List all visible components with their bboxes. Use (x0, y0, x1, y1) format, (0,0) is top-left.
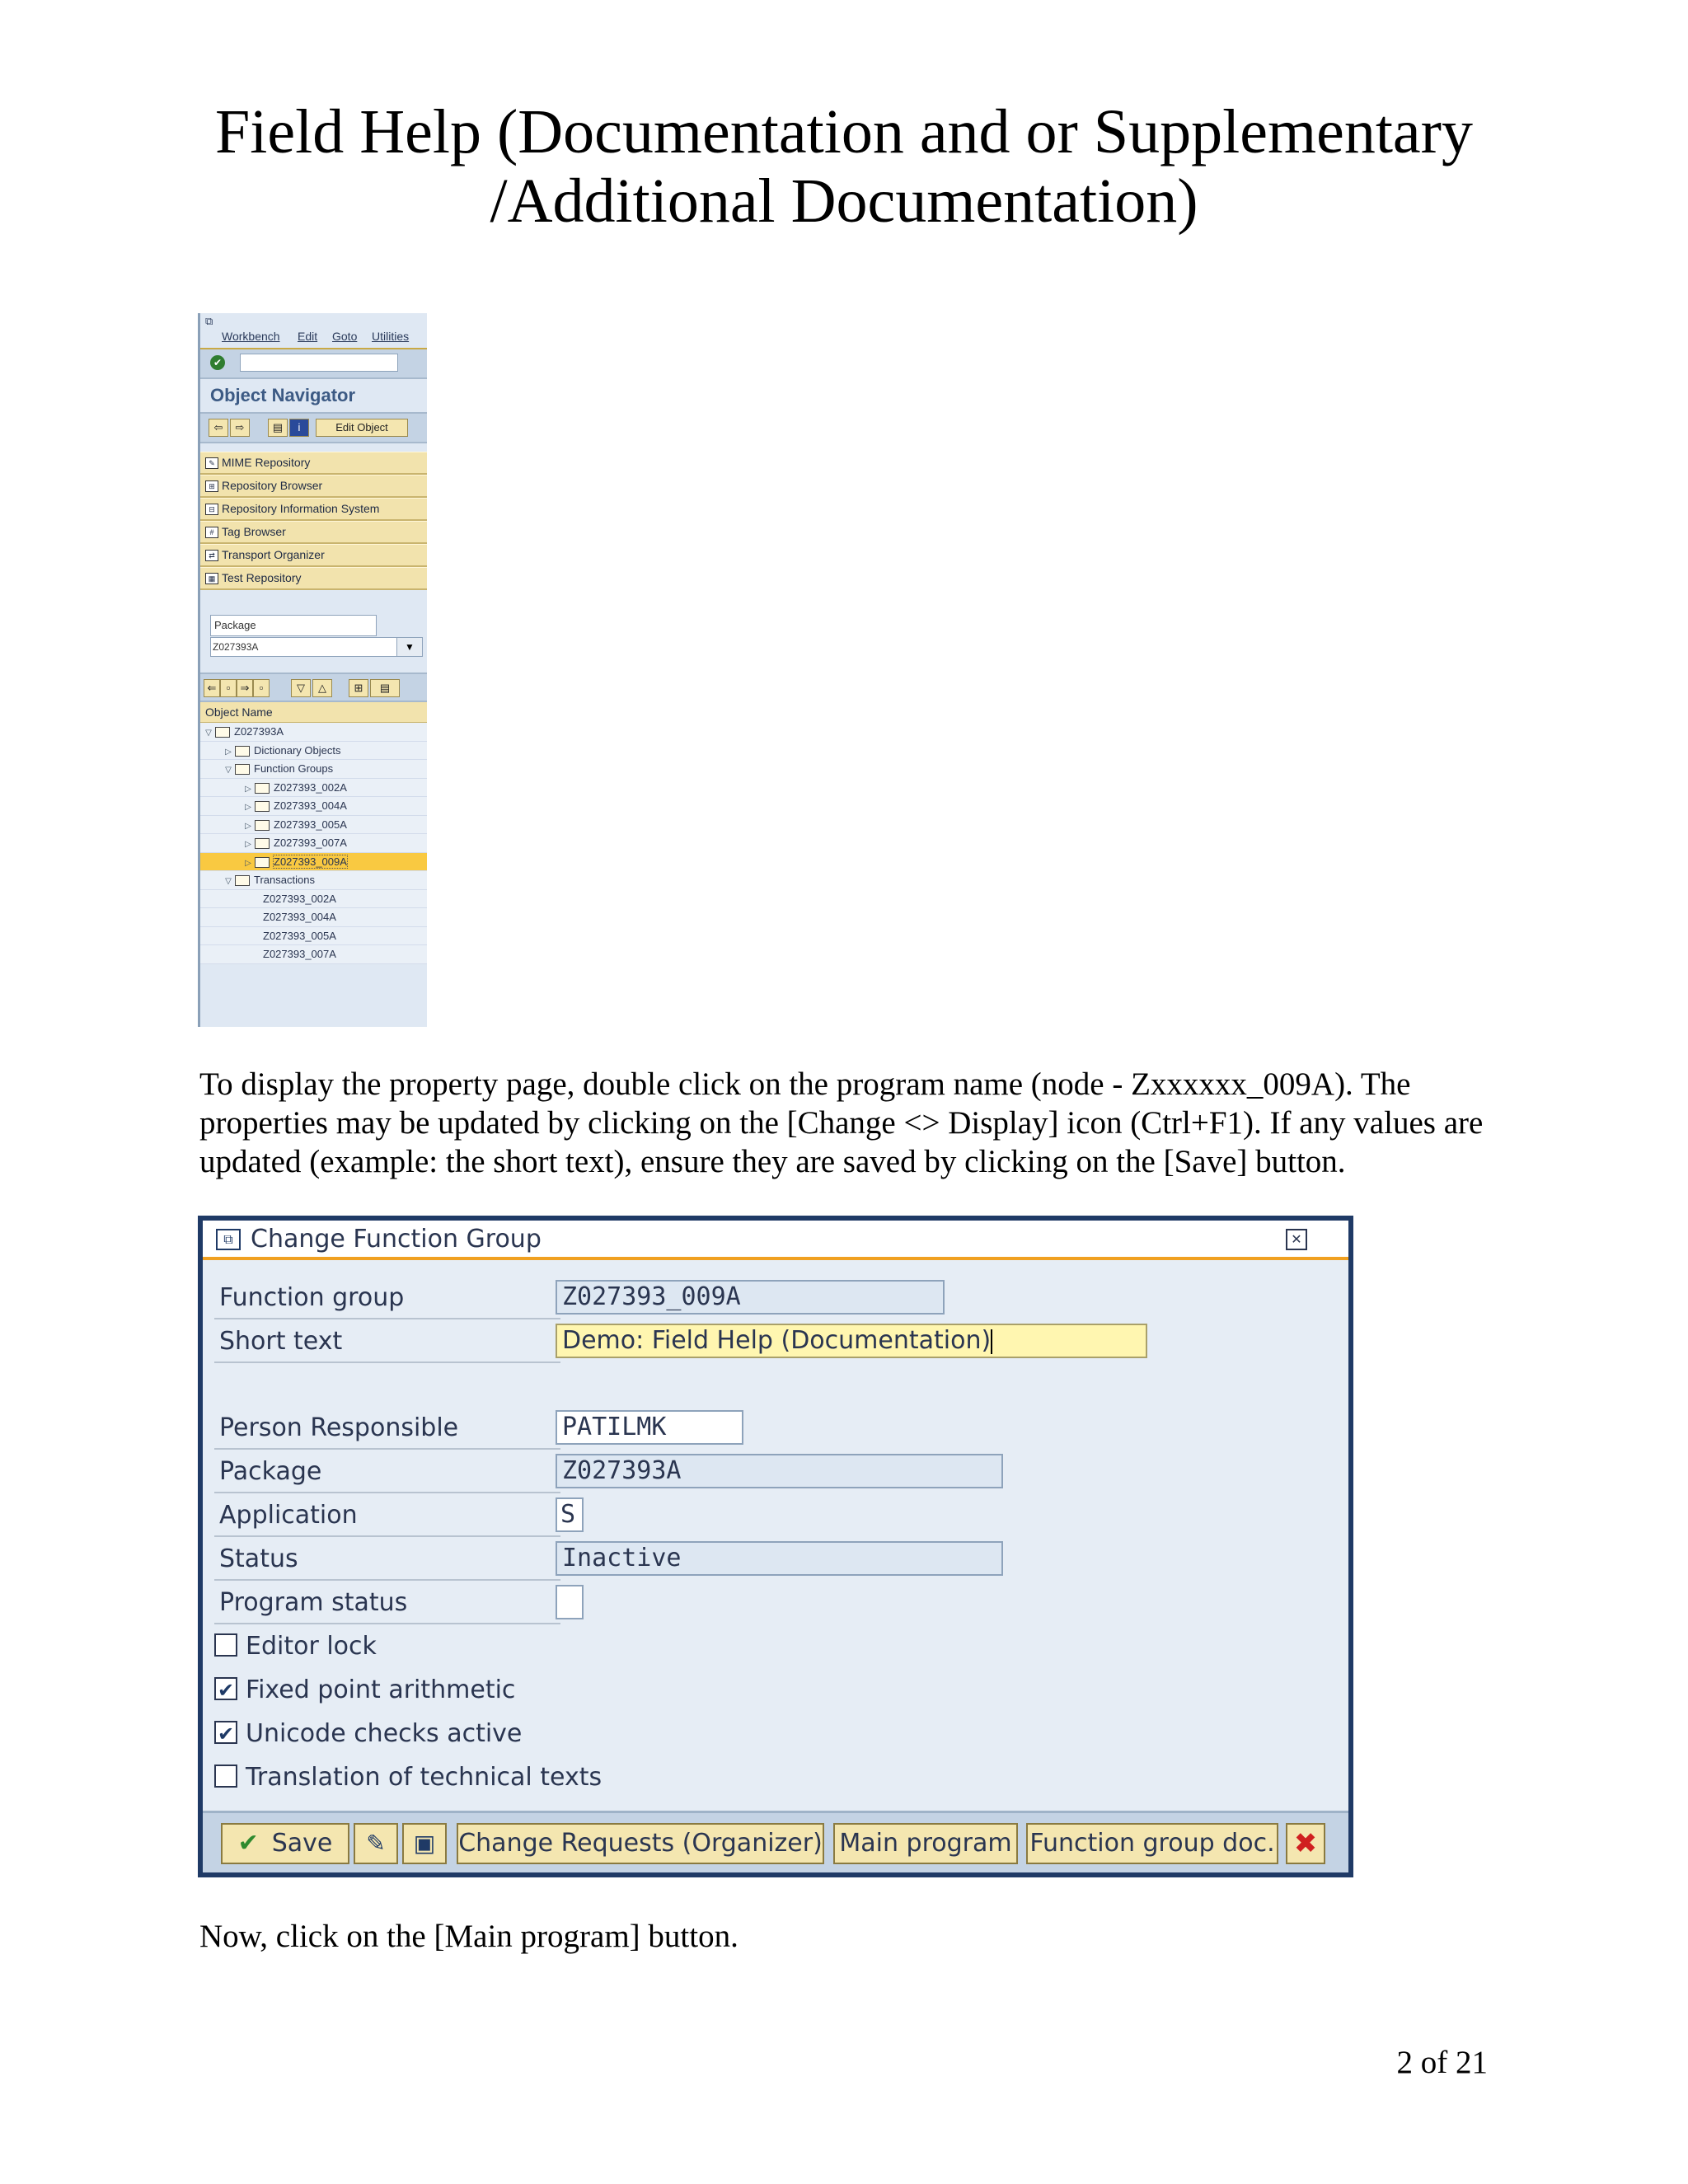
tree-node-label: Transactions (254, 874, 315, 886)
text-cursor (991, 1329, 992, 1354)
object-name-header: Object Name (200, 702, 427, 723)
test-icon: ▦ (205, 573, 218, 584)
nav-item-label: MIME Repository (222, 456, 311, 469)
instruction-paragraph-1: To display the property page, double click on the program name (node - Zxxxxxx_009A). The properties may be updated by clicking on the [Change <> Display] icon (Ctrl+F1). If any values are updated (example: the short text), ensure they are saved by clicking on the [Save] button. (199, 1066, 1484, 1179)
page-title-line-1: Field Help (Documentation and or Supplementary (215, 97, 1473, 166)
nav-item-label: Tag Browser (222, 525, 286, 538)
browser-icon: ⊞ (205, 480, 218, 492)
program-status-label: Program status (214, 1582, 560, 1624)
window-icon: ⧉ (216, 1229, 241, 1250)
tree-node-function-group[interactable] (200, 797, 427, 816)
tree-node-transaction[interactable] (200, 945, 427, 964)
dialog-title: Change Function Group (251, 1225, 542, 1254)
folder-icon (255, 857, 270, 868)
tree-node-package[interactable] (200, 723, 427, 742)
tree-node-label: Dictionary Objects (254, 743, 341, 757)
page-title (0, 97, 1688, 236)
tag-icon: # (205, 527, 218, 538)
expand-icon[interactable]: ▽ (291, 679, 311, 697)
package-input-value: Z027393A (213, 641, 259, 653)
monitor-icon: ▣ (413, 1830, 436, 1857)
status-label: Status (214, 1538, 560, 1581)
collapsed-icon: ▷ (245, 784, 251, 794)
nav-item-mime-repository[interactable] (200, 452, 427, 475)
enter-check-icon[interactable]: ✔ (210, 355, 225, 370)
dialog-titlebar (203, 1221, 1348, 1260)
window-icon: ⧉ (205, 315, 213, 327)
tree-node-function-group[interactable] (200, 779, 427, 798)
package-field[interactable]: Z027393A (556, 1454, 1003, 1488)
save-button[interactable] (221, 1823, 349, 1864)
menu-edit[interactable]: Edit (298, 330, 318, 343)
short-text-field[interactable] (556, 1324, 1147, 1358)
person-responsible-field[interactable]: PATILMK (556, 1410, 743, 1445)
object-type-select[interactable] (210, 615, 377, 636)
tree-node-dictionary-objects[interactable] (200, 742, 427, 761)
short-text-label: Short text (214, 1320, 560, 1363)
translation-checkbox[interactable] (214, 1758, 602, 1797)
change-display-button[interactable] (354, 1823, 398, 1864)
tree-node-label: Z027393_009A (274, 855, 347, 868)
person-responsible-label: Person Responsible (214, 1407, 560, 1450)
command-field[interactable] (240, 354, 398, 372)
package-input[interactable] (210, 637, 406, 657)
tree-node-function-group[interactable] (200, 834, 427, 853)
tree-node-function-groups[interactable] (200, 760, 427, 779)
folder-icon (215, 727, 230, 738)
page-number: 2 of 21 (1396, 2045, 1488, 2080)
tree-back-icon[interactable]: ⇐ (204, 679, 220, 697)
application-field[interactable]: S (556, 1497, 584, 1532)
tree-node-label: Z027393_004A (263, 911, 336, 923)
tree-node-transactions[interactable] (200, 871, 427, 890)
dialog-footer-toolbar (203, 1811, 1348, 1872)
nav-item-test-repository[interactable] (200, 567, 427, 590)
tree-node-transaction[interactable] (200, 890, 427, 909)
status-field[interactable]: Inactive (556, 1541, 1003, 1576)
checkbox-checked[interactable]: ✔ (214, 1721, 237, 1744)
function-group-field[interactable]: Z027393_009A (556, 1280, 945, 1315)
edit-object-button[interactable] (316, 419, 408, 437)
tree-node-label: Z027393_004A (274, 799, 347, 812)
object-type-value: Package (214, 619, 256, 631)
expanded-icon: ▽ (225, 877, 232, 886)
nav-tool-list (200, 452, 427, 590)
object-tree (200, 723, 427, 964)
folder-icon (255, 801, 270, 812)
tree-node-label: Z027393_002A (263, 892, 336, 905)
nav-package-form (200, 590, 427, 673)
display-icon[interactable]: ▤ (268, 419, 288, 437)
folder-icon (255, 838, 270, 849)
nav-item-label: Transport Organizer (222, 548, 325, 561)
menu-utilities[interactable]: Utilities (372, 330, 410, 343)
change-requests-button[interactable]: Change Requests (Organizer) (457, 1823, 824, 1864)
translation-label: Translation of technical texts (246, 1763, 603, 1792)
tree-toolbar (200, 673, 427, 702)
folder-icon (235, 764, 250, 775)
package-label: Package (214, 1451, 560, 1493)
checkbox-checked[interactable]: ✔ (214, 1677, 237, 1700)
tree-node-label: Z027393_007A (274, 837, 347, 849)
expanded-icon: ▽ (205, 729, 212, 738)
folder-icon (255, 783, 270, 794)
expanded-icon: ▽ (225, 766, 232, 775)
program-status-field[interactable] (556, 1585, 584, 1619)
page-title-line-2: /Additional Documentation) (490, 166, 1198, 236)
instruction-paragraph-2: Now, click on the [Main program] button. (199, 1919, 738, 1954)
tree-node-label: Z027393A (234, 725, 284, 738)
hierarchy-icon[interactable]: ⊞ (349, 679, 368, 697)
forward-arrow-icon[interactable]: ⇨ (230, 419, 250, 437)
nav-item-repository-browser[interactable] (200, 475, 427, 498)
unicode-label: Unicode checks active (246, 1719, 523, 1748)
change-function-group-dialog (198, 1216, 1353, 1877)
tree-node-transaction[interactable] (200, 927, 427, 946)
application-label: Application (214, 1494, 560, 1537)
nav-toolbar (200, 412, 427, 443)
edit-object-label: Edit Object (335, 421, 388, 434)
nav-item-repository-information-system[interactable] (200, 498, 427, 521)
short-text-value: Demo: Field Help (Documentation) (562, 1326, 992, 1355)
nav-menubar (200, 313, 427, 349)
fixed-point-checkbox[interactable] (214, 1671, 515, 1710)
main-program-button[interactable]: Main program (833, 1823, 1018, 1864)
collapsed-icon: ▷ (225, 747, 232, 757)
nav-item-label: Repository Browser (222, 479, 323, 492)
nav-item-transport-organizer[interactable] (200, 544, 427, 567)
chevron-down-icon[interactable]: ▼ (396, 637, 423, 657)
checkbox-unchecked[interactable] (214, 1765, 237, 1788)
editor-lock-label: Editor lock (246, 1632, 377, 1661)
nav-item-label: Test Repository (222, 571, 302, 584)
tree-node-function-group-selected[interactable] (200, 853, 427, 872)
close-icon[interactable]: ✕ (1286, 1229, 1307, 1250)
folder-icon (255, 820, 270, 831)
info-icon[interactable]: i (289, 419, 309, 437)
object-navigator-panel (198, 313, 427, 1027)
collapsed-icon: ▷ (245, 803, 251, 812)
tree-node-transaction[interactable] (200, 908, 427, 927)
info-system-icon: ⊟ (205, 504, 218, 515)
unicode-checkbox[interactable] (214, 1714, 522, 1754)
nav-title: Object Navigator (210, 385, 356, 405)
tree-node-label: Function Groups (254, 762, 334, 775)
tree-page2-icon[interactable]: ▫ (253, 679, 270, 697)
tree-node-label: Z027393_005A (274, 818, 347, 831)
nav-command-bar (200, 349, 427, 379)
tree-node-label: Z027393_005A (263, 929, 336, 942)
list-icon[interactable]: ▤ (370, 679, 400, 697)
checkbox-unchecked[interactable] (214, 1633, 237, 1657)
collapse-icon[interactable]: △ (312, 679, 332, 697)
collapsed-icon: ▷ (245, 821, 251, 831)
tree-node-function-group[interactable] (200, 816, 427, 835)
nav-item-label: Repository Information System (222, 502, 380, 515)
collapsed-icon: ▷ (245, 840, 251, 849)
tree-page-icon[interactable]: ▫ (220, 679, 237, 697)
editor-lock-checkbox[interactable] (214, 1627, 377, 1666)
back-arrow-icon[interactable]: ⇦ (209, 419, 228, 437)
folder-open-icon (235, 875, 250, 886)
mime-icon: ✎ (205, 457, 218, 469)
tree-node-label: Z027393_007A (263, 948, 336, 960)
display-object-list-button[interactable] (402, 1823, 447, 1864)
transport-icon: ⇄ (205, 550, 218, 561)
tree-forward-icon[interactable]: ⇒ (237, 679, 253, 697)
function-group-label: Function group (214, 1277, 560, 1319)
collapsed-icon: ▷ (245, 858, 251, 868)
menu-workbench[interactable]: Workbench (222, 330, 280, 343)
folder-icon (235, 746, 250, 757)
cancel-icon[interactable]: ✖ (1286, 1823, 1325, 1864)
dialog-body (203, 1221, 1348, 1872)
pencil-glasses-icon: ✎ (366, 1830, 386, 1857)
fixed-point-label: Fixed point arithmetic (246, 1675, 516, 1704)
checkmark-icon: ✔ (237, 1829, 259, 1858)
tree-node-label: Z027393_002A (274, 780, 347, 794)
function-group-doc-button[interactable]: Function group doc. (1026, 1823, 1278, 1864)
save-label: Save (271, 1829, 333, 1858)
menu-goto[interactable]: Goto (332, 330, 358, 343)
nav-item-tag-browser[interactable] (200, 521, 427, 544)
